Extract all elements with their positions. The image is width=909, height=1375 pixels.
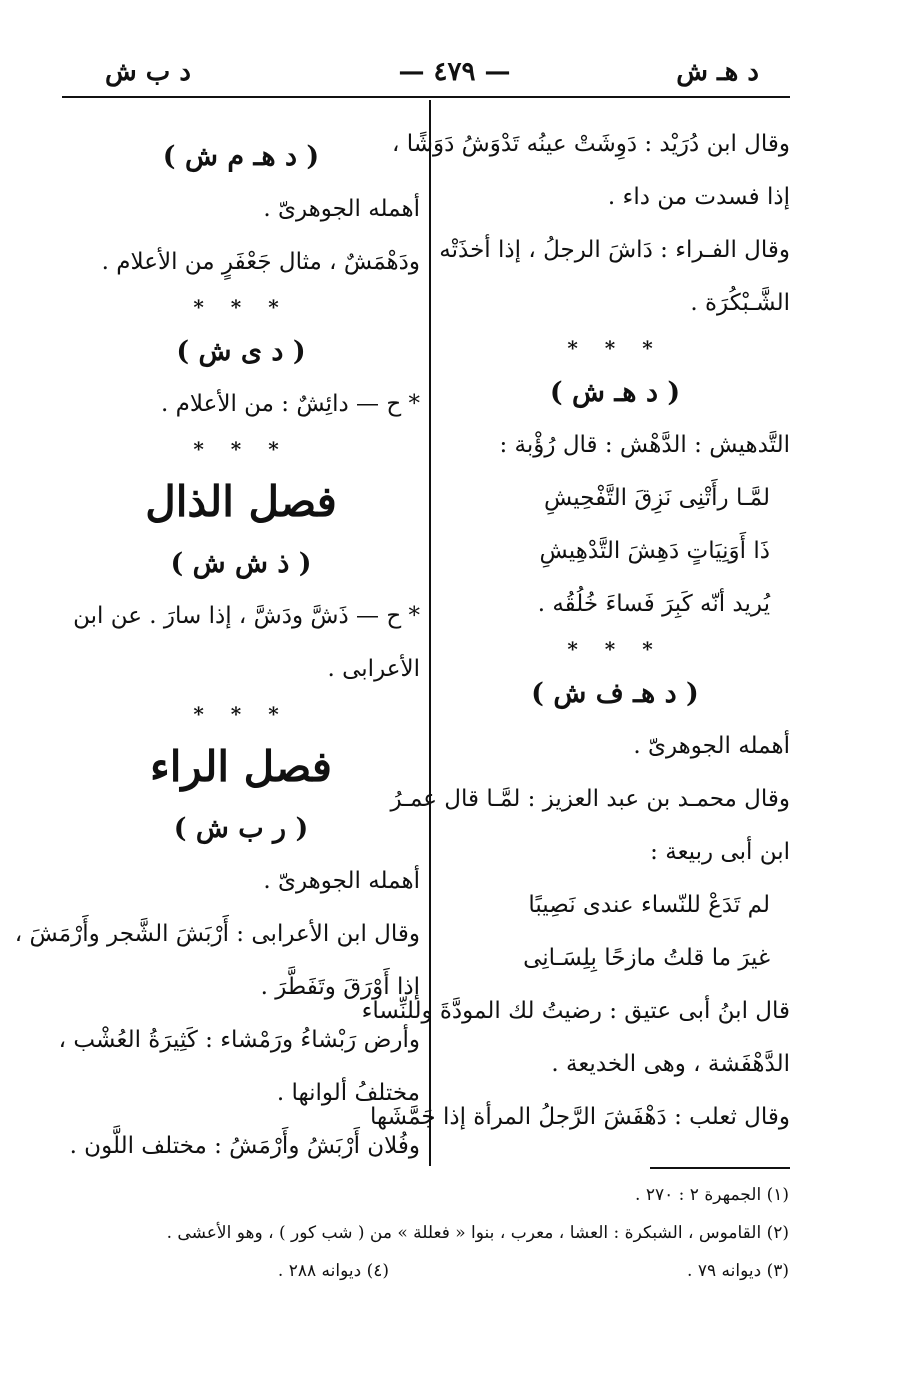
- footnote: (٢) القاموس ، الشبكرة : العشا ، معرب ، بنوا « فعللة » من ( شب كور ) ، وهو الأعشى .: [166, 1223, 789, 1243]
- entry-heading: ( د هـ م ش ): [162, 141, 320, 172]
- section-separator: * * *: [193, 702, 289, 726]
- running-head-right: د هـ ش: [676, 57, 759, 87]
- text-line: وفُلان أَرْبَشُ وأَرْمَشُ : مختلف اللَّون .: [69, 1133, 420, 1159]
- text-line: وأرض رَبْشاءُ ورَمْشاء : كَثِيرَةُ العُشْب ،: [58, 1027, 420, 1053]
- section-separator: * * *: [193, 295, 289, 319]
- text-line: قال ابنُ أبى عتيق : رضيتُ لك المودَّةَ وللنِّساء: [361, 998, 790, 1024]
- text-line: * ح — ذَشَّ ودَشَّ ، إذا سارَ . عن ابن: [73, 603, 420, 629]
- text-line: ابن أبى ربيعة :: [650, 839, 790, 865]
- text-line: أهمله الجوهرىّ .: [633, 733, 790, 759]
- chapter-title: فصل الراء: [150, 742, 332, 791]
- header-rule: [62, 96, 790, 98]
- text-line: وقال ابن الأعرابى : أَرْبَشَ الشَّجر وأَرْمَشَ ،: [14, 921, 420, 947]
- text-line: وقال ثعلب : دَهْفَشَ الرَّجلُ المرأة إذا جَمَّشَها: [370, 1104, 790, 1130]
- footnote: (١) الجمهرة ٢ : ٢٧٠ .: [635, 1185, 789, 1205]
- entry-heading: ( د ى ش ): [176, 336, 306, 367]
- text-line: أهمله الجوهرىّ .: [263, 868, 420, 894]
- text-line: يُريد أنّه كَبِرَ فَساءَ خُلُقُه .: [537, 591, 770, 617]
- verse-line: لم تَدَعْ للنّساء عندى نَصِيبًا: [528, 892, 770, 918]
- section-separator: * * *: [567, 637, 663, 661]
- text-line: ودَهْمَشٌ ، مثال جَعْفَرٍ من الأعلام .: [101, 249, 420, 275]
- text-line: وقال الفـراء : دَاشَ الرجلُ ، إذا أخذَتْه: [439, 237, 790, 263]
- section-separator: * * *: [193, 437, 289, 461]
- verse-line: ذَا أَوَنِيَاتٍ دَهِشَ التَّدْهِيشِ: [539, 538, 770, 564]
- footnote: (٤) ديوانه ٢٨٨ .: [277, 1261, 389, 1281]
- text-line: مختلفُ ألوانها .: [276, 1080, 420, 1106]
- text-line: إذا أَوْرَقَ وتَفَطَّرَ .: [260, 974, 420, 1000]
- verse-line: غيرَ ما قلتُ مازحًا بِلِسَـانِى: [523, 945, 770, 971]
- text-line: الأعرابى .: [327, 656, 420, 682]
- entry-heading: ( ر ب ش ): [173, 813, 309, 844]
- page-number: — ٤٧٩ —: [398, 57, 511, 87]
- section-separator: * * *: [567, 336, 663, 360]
- chapter-title: فصل الذال: [145, 477, 337, 526]
- text-line: إذا فسدت من داء .: [607, 184, 790, 210]
- entry-heading: ( د هـ ش ): [549, 377, 681, 408]
- entry-heading: ( ذ ش ش ): [170, 548, 312, 579]
- text-line: وقال ابن دُرَيْد : دَوِشَتْ عينُه تَدْوَشُ دَوَشًا ،: [391, 131, 790, 157]
- text-line: وقال محمـد بن عبد العزيز : لمَّـا قال عمـرُ: [390, 786, 790, 812]
- footnote-rule: [650, 1167, 790, 1169]
- running-head-left: د ب ش: [105, 57, 191, 87]
- footnote: (٣) ديوانه ٧٩ .: [687, 1261, 789, 1281]
- left-column: [14, 100, 420, 1173]
- text-line: الدَّهْفَشة ، وهى الخديعة .: [551, 1051, 790, 1077]
- entry-heading: ( د هـ ف ش ): [531, 678, 699, 709]
- text-line: التَّدهيش : الدَّهْش : قال رُؤْبة :: [499, 432, 790, 458]
- text-line: أهمله الجوهرىّ .: [263, 196, 420, 222]
- verse-line: لمَّـا رأَتْنِى نَزِقَ التَّفْحِيشِ: [543, 485, 770, 511]
- text-line: الشَّـبْكُرَة .: [690, 290, 790, 316]
- text-line: * ح — دائِشٌ : من الأعلام .: [161, 391, 420, 417]
